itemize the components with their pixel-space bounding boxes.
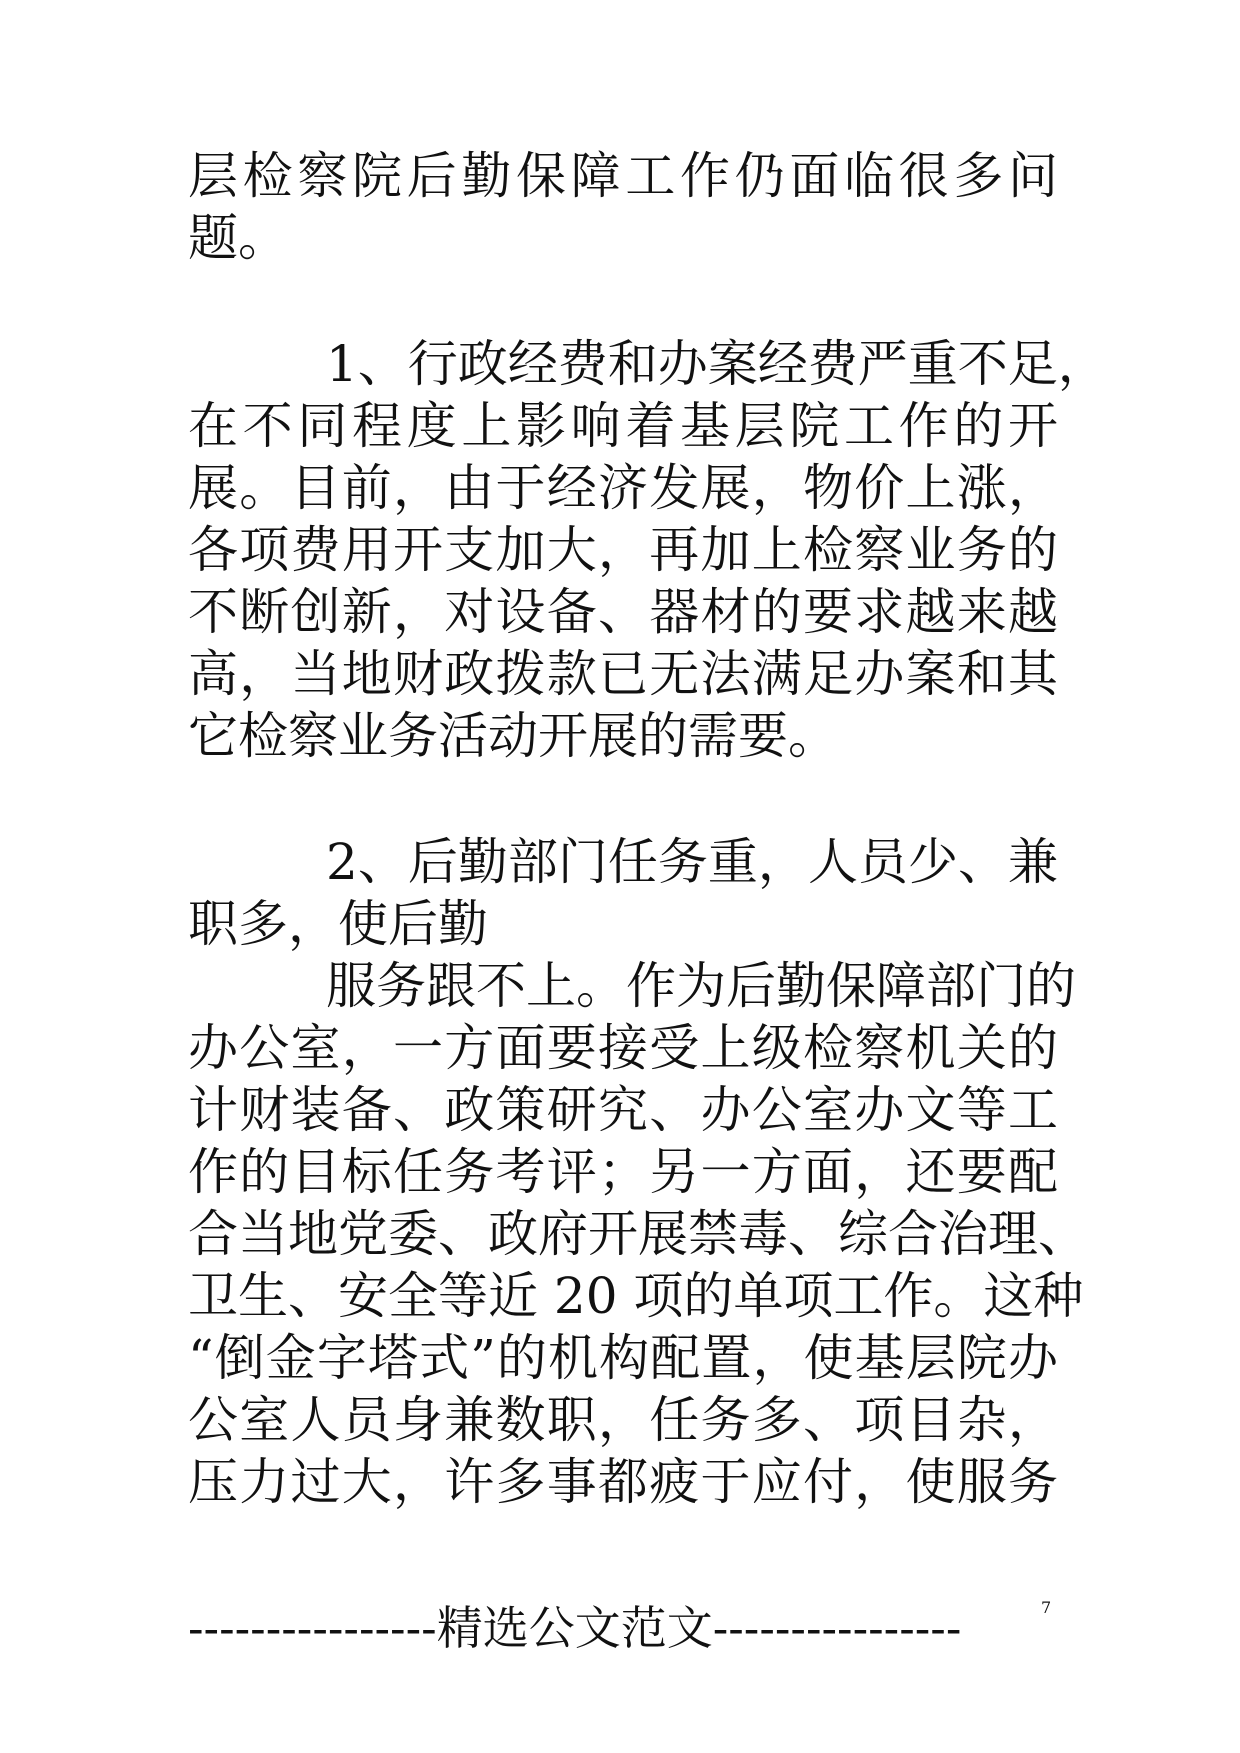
page-number: 7: [1041, 1598, 1052, 1617]
text-line: 卫生、安全等近 20 项的单项工作。这种: [188, 1267, 1084, 1325]
text-line: 作的目标任务考评；另一方面，还要配: [188, 1143, 1058, 1201]
text-line: 不断创新，对设备、器材的要求越来越: [188, 583, 1058, 641]
text-line: 展。目前，由于经济发展，物价上涨，: [188, 459, 1058, 517]
text-line: “倒金字塔式”的机构配置，使基层院办: [188, 1329, 1058, 1387]
text-line: 高，当地财政拨款已无法满足办案和其: [188, 645, 1058, 703]
paragraph-2-heading-line: 2、后勤部门任务重，人员少、兼: [326, 833, 1058, 891]
text-line: 层检察院后勤保障工作仍面临很多问: [188, 147, 1058, 205]
text-line: 在不同程度上影响着基层院工作的开: [188, 397, 1058, 455]
text-line: 公室人员身兼数职，任务多、项目杂，: [188, 1391, 1058, 1449]
text-line: 题。: [188, 209, 288, 267]
text-line: 各项费用开支加大，再加上检察业务的: [188, 521, 1058, 579]
text-line: 合当地党委、政府开展禁毒、综合治理、: [188, 1205, 1088, 1263]
text-line: 办公室，一方面要接受上级检察机关的: [188, 1019, 1058, 1077]
footer-banner: ----------------精选公文范文----------------: [188, 1601, 962, 1655]
text-line: 计财装备、政策研究、办公室办文等工: [188, 1081, 1058, 1139]
text-line: 服务跟不上。作为后勤保障部门的: [326, 957, 1076, 1015]
text-line: 压力过大，许多事都疲于应付，使服务: [188, 1453, 1058, 1511]
paragraph-1-heading-line: 1、行政经费和办案经费严重不足，: [326, 335, 1108, 393]
text-line: 它检察业务活动开展的需要。: [188, 707, 838, 765]
text-line: 职多，使后勤: [188, 895, 488, 953]
